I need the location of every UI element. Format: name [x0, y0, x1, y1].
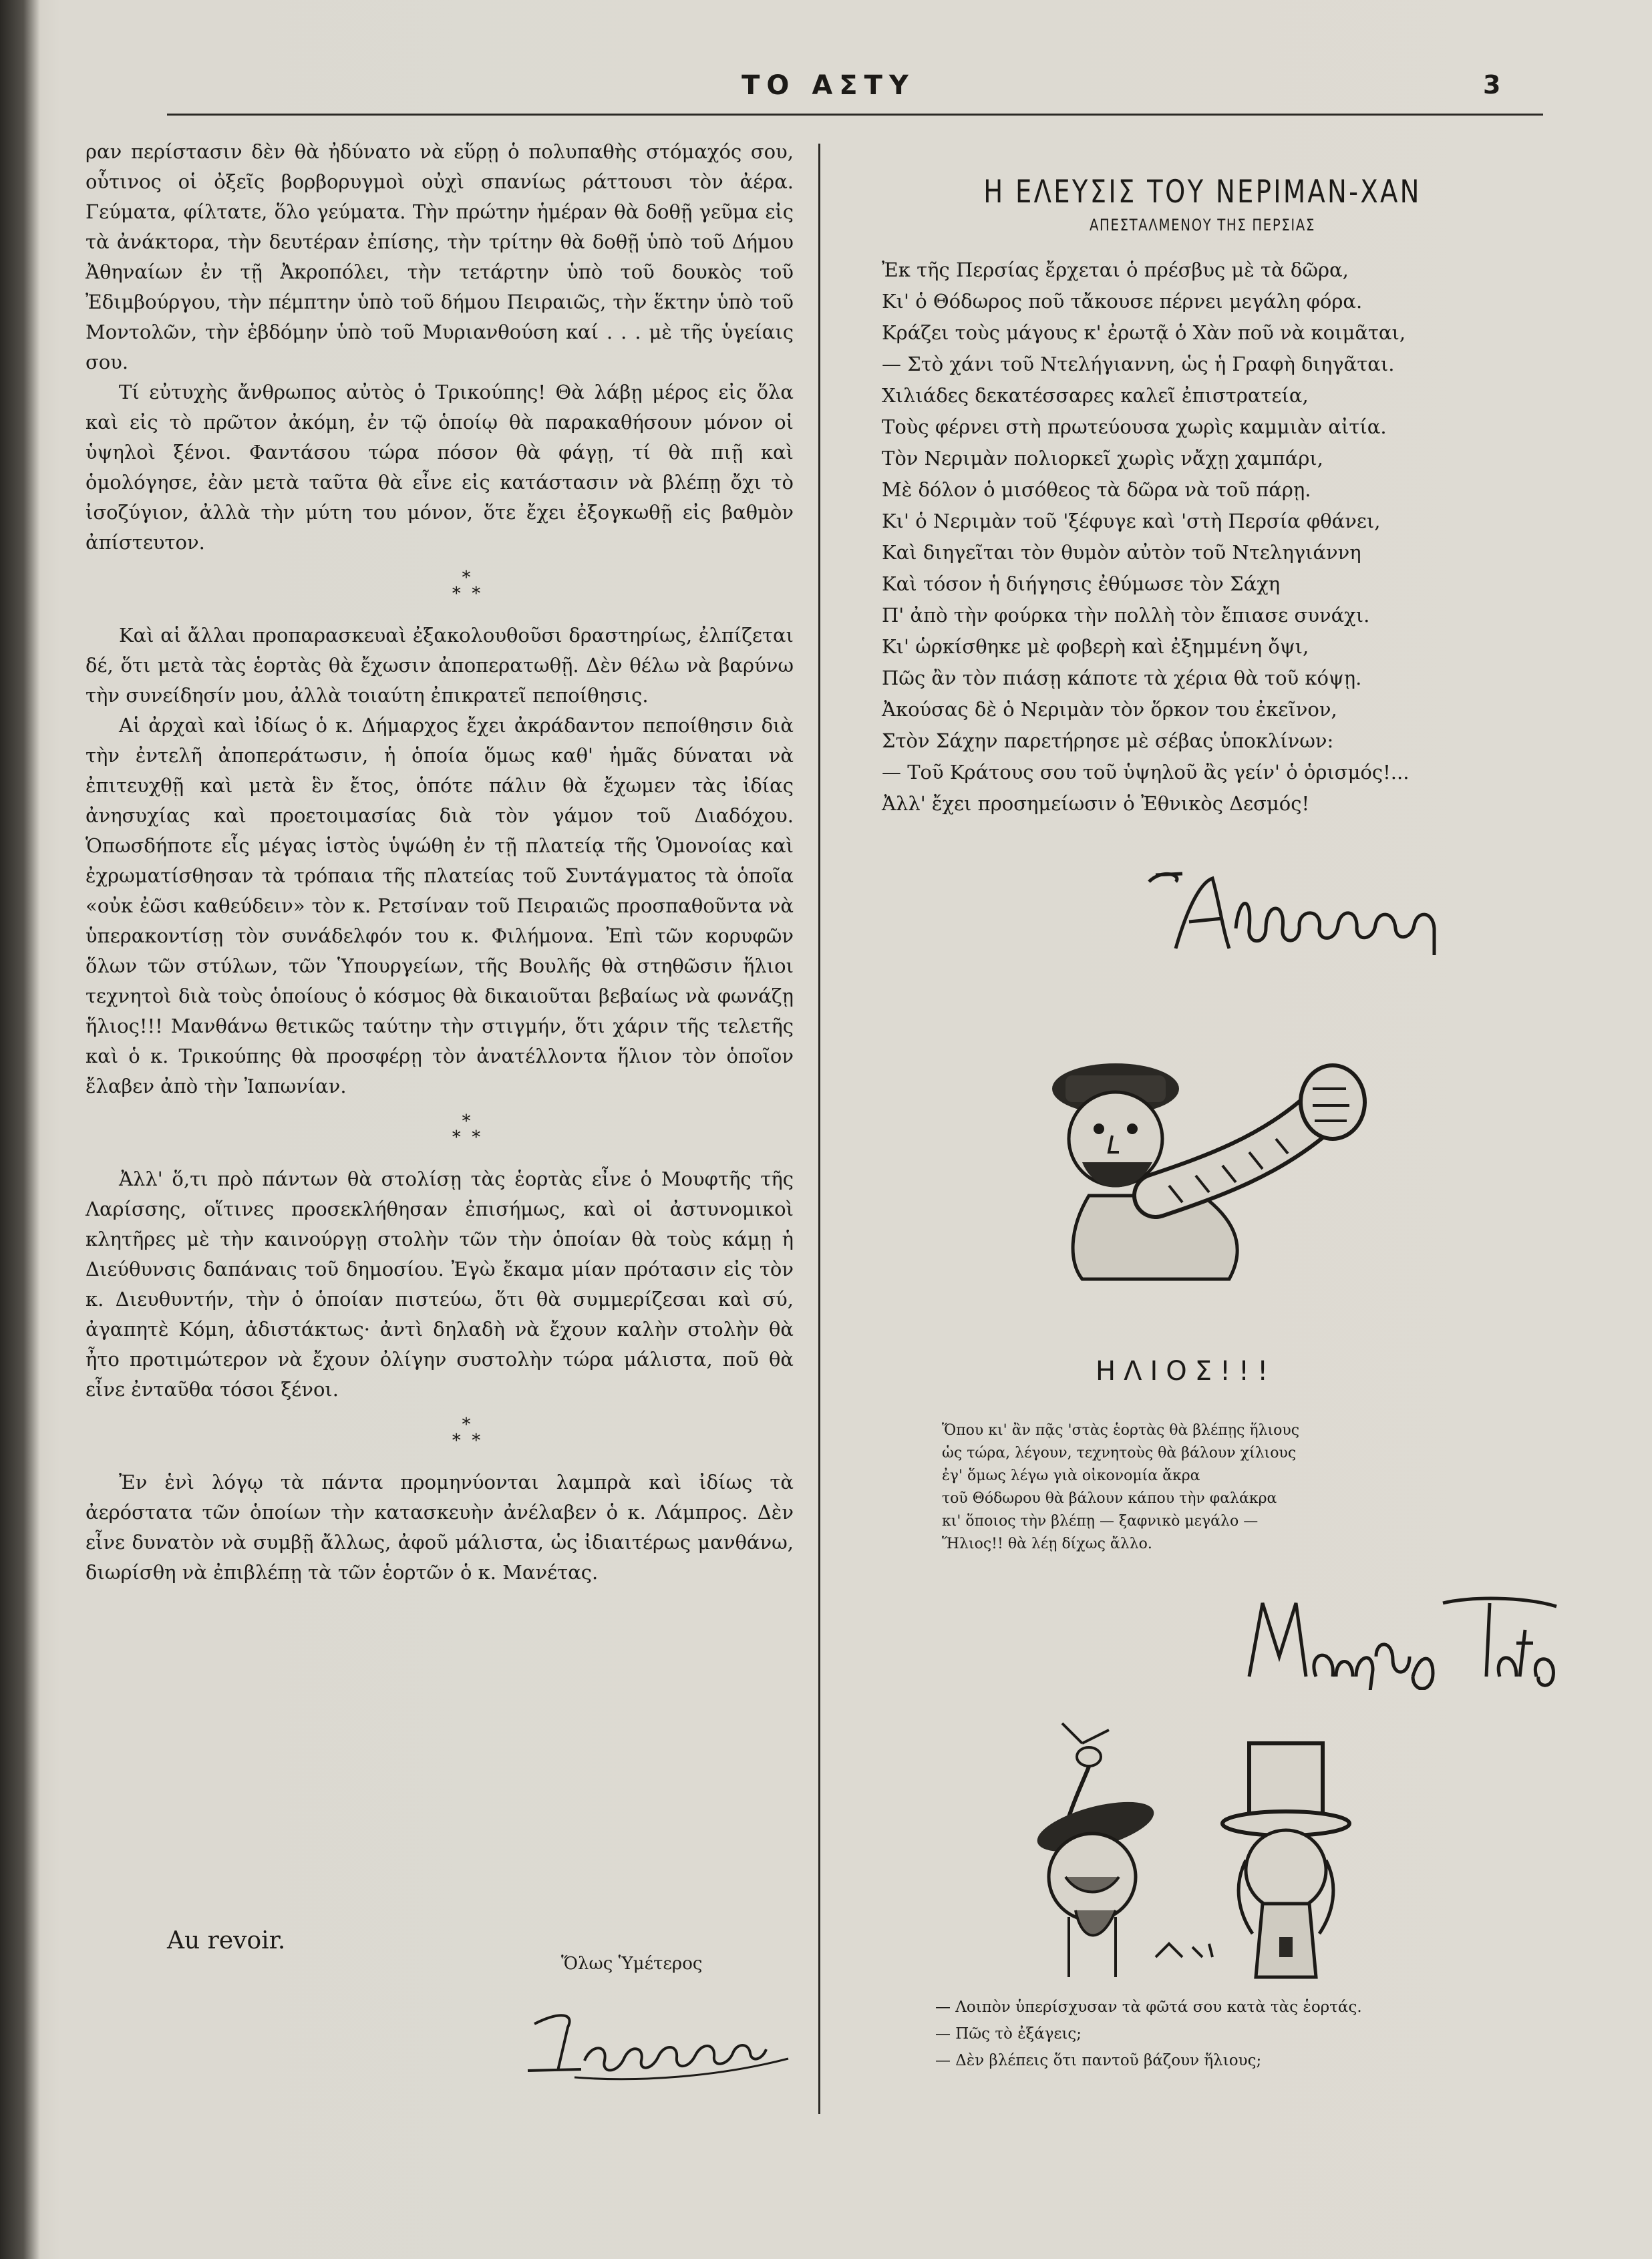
closing-au-revoir: Au revoir.	[167, 1927, 286, 1954]
masthead-title: ΤΟ ΑΣΤΥ	[741, 70, 915, 101]
star: *	[462, 1111, 471, 1132]
star: *	[472, 1431, 481, 1451]
caricature-stork-hat-icon	[1029, 1717, 1376, 1984]
helios-line: ὡς τώρα, λέγουν, τεχνητοὺς θὰ βάλουν χίλιους	[942, 1445, 1297, 1461]
closing-salutation: Ὅλως Ὑμέτερος	[561, 1954, 703, 1974]
helios-line: Ἥλιος!! θὰ λέῃ δίχως ἄλλο.	[942, 1536, 1152, 1552]
helios-line: κι' ὅποιος τὴν βλέπῃ — ξαφνικὸ μεγάλο —	[942, 1513, 1259, 1530]
poem-line: Χιλιάδες δεκατέσσαρες καλεῖ ἐπιστρατεία,	[882, 384, 1309, 407]
poem-line: Ἀκούσας δὲ ὁ Νεριμὰν τὸν ὅρκον του ἐκεῖνον,	[882, 698, 1337, 721]
star: *	[452, 1127, 461, 1148]
separator-stars-3	[86, 1417, 794, 1449]
poem-line: Κράζει τοὺς μάγους κ' ἐρωτᾷ ὁ Χὰν ποῦ νὰ κοιμᾶται,	[882, 321, 1406, 344]
poem-title: Η ΕΛΕΥΣΙΣ ΤΟΥ ΝΕΡΙΜΑΝ-ΧΑΝ	[983, 174, 1422, 210]
page-number: 3	[1483, 70, 1501, 100]
left-column-article	[86, 137, 794, 1588]
signature-mavros-gatos	[1243, 1583, 1563, 1690]
helios-line: ἐγ' ὅμως λέγω γιὰ οἰκονομία ἄκρα	[942, 1467, 1200, 1484]
dialogue-line: — Λοιπὸν ὑπερίσχυσαν τὰ φῶτά σου κατὰ τὰς ἑορτάς.	[935, 1999, 1362, 2016]
header-rule	[167, 114, 1543, 116]
article-paragraph-6: Ἐν ἑνὶ λόγῳ τὰ πάντα προμηνύονται λαμπρὰ καὶ ἰδίως τὰ ἀερόστατα τῶν ὁποίων τὴν κατασκευὴν ἀνέλαβεν ὁ κ. Λάμπρος. Δὲν εἶνε δυνατὸν νὰ συμβῇ ἄλλως, ἀφοῦ μάλιστα, ὡς ἰδιαιτέρως μανθάνω, διωρίσθη νὰ ἐπιβλέπῃ τὰ τῶν ἑορτῶν ὁ κ. Μανέτας.	[86, 1471, 794, 1584]
dialogue-line: — Δὲν βλέπεις ὅτι παντοῦ βάζουν ἥλιους;	[935, 2052, 1262, 2069]
poem-line: Στὸν Σάχην παρετήρησε μὲ σέβας ὑποκλίνων:	[882, 729, 1334, 752]
poem-line: Κι' ὁ Θόδωρος ποῦ τἄκουσε πέρνει μεγάλη φόρα.	[882, 290, 1363, 313]
helios-line: Ὅπου κι' ἂν πᾷς 'στὰς ἑορτὰς θὰ βλέπῃς ἥλιους	[942, 1422, 1300, 1439]
poem-line: Κι' ὁ Νεριμὰν τοῦ 'ξέφυγε καὶ 'στὴ Περσία φθάνει,	[882, 510, 1381, 532]
signature-avvakoum	[1136, 855, 1510, 962]
page-binding-shadow	[0, 0, 40, 2259]
article-paragraph-2: Τί εὐτυχὴς ἄνθρωπος αὐτὸς ὁ Τρικούπης! Θὰ λάβῃ μέρος εἰς ὅλα καὶ εἰς τὸ πρῶτον ἀκόμη, ἐν τῷ ὁποίῳ θὰ παρακαθήσουν μόνον οἱ ὑψηλοὶ ξένοι. Φαντάσου τώρα πόσον θὰ φάγῃ, τί θὰ πιῇ καὶ ὁμολόγησε, ἐὰν μετὰ ταῦτα θὰ εἶνε εἰς κατάστασιν νὰ βλέπῃ ὄχι τὸ ἰσοζύγιον, ἀλλὰ τὴν μύτη του μόνον, ὅτε ἔχει ἐξογκωθῇ εἰς βαθμὸν ἀπίστευτον.	[86, 381, 794, 554]
helios-line: τοῦ Θόδωρου θὰ βάλουν κάπου τὴν φαλάκρα	[942, 1490, 1277, 1507]
column-divider	[818, 144, 820, 2114]
article-paragraph-4: Αἱ ἀρχαὶ καὶ ἰδίως ὁ κ. Δήμαρχος ἔχει ἀκράδαντον πεποίθησιν διὰ τὴν ἐντελῆ ἀποπεράτωσιν, ἡ ὁποία ὅμως καθ' ἡμᾶς δύναται νὰ ἐπιτευχθῇ καὶ μετὰ ἓν ἔτος, ὁπότε πάλιν θὰ ἔχωμεν τὰς ἰδίας ἀνησυχίας καὶ προετοιμασίας διὰ τὸν γάμον τοῦ Διαδόχου. Ὁπωσδήποτε εἷς μέγας ἱστὸς ὑψώθη ἐν τῇ πλατείᾳ τῆς Ὁμονοίας καὶ ἐχρωματίσθησαν τὰ τρόπαια τῆς πλατείας τοῦ Συντάγματος τὰ ὁποῖα «οὐκ ἐῶσι καθεύδειν» τὸν κ. Ρετσίναν τοῦ Πειραιῶς προσπαθοῦντα νὰ ὑπερακοντίσῃ τὸν συνάδελφόν του κ. Φιλήμονα. Ἐπὶ τῶν κορυφῶν ὅλων τῶν στύλων, τῶν Ὑπουργείων, τῆς Βουλῆς θὰ στηθῶσιν ἥλιοι τεχνητοὶ διὰ τοὺς ὁποίους ὁ κόσμος θὰ δικαιοῦται βεβαίως νὰ φωνάζῃ ἥλιος!!! Μανθάνω θετικῶς ταύτην τὴν στιγμήν, ὅτι χάριν τῆς τελετῆς καὶ ὁ κ. Τρικούπης θὰ προσφέρῃ τὸν ἀνατέλλοντα ἥλιον τὸν ὁποῖον ἔλαβεν ἀπὸ τὴν Ἰαπωνίαν.	[86, 714, 794, 1097]
poem-line: — Τοῦ Κράτους σου τοῦ ὑψηλοῦ ἂς γείν' ὁ ὁρισμός!...	[882, 761, 1410, 784]
star: *	[462, 1415, 471, 1435]
right-column	[855, 174, 1550, 820]
poem-line: Πῶς ἂν τὸν πιάσῃ κάποτε τὰ χέρια θὰ τοῦ κόψῃ.	[882, 667, 1362, 689]
poem-line: Κι' ὡρκίσθηκε μὲ φοβερὴ καὶ ἐξημμένη ὄψι,	[882, 635, 1309, 658]
poem-line: Τὸν Νεριμὰν πολιορκεῖ χωρὶς νἄχῃ χαμπάρι,	[882, 447, 1324, 470]
poem-line: Καὶ διηγεῖται τὸν θυμὸν αὐτὸν τοῦ Ντεληγιάννη	[882, 541, 1361, 564]
poem-line: — Στὸ χάνι τοῦ Ντελήγιαννη, ὡς ἡ Γραφὴ διηγᾶται.	[882, 353, 1395, 375]
star: *	[472, 584, 481, 604]
article-paragraph-3: Καὶ αἱ ἄλλαι προπαρασκευαὶ ἐξακολουθοῦσι δραστηρίως, ἐλπίζεται δέ, ὅτι μετὰ τὰς ἑορτὰς θὰ ἔχωσιν ἀποπερατωθῇ. Δὲν θέλω νὰ βαρύνω τὴν συνείδησίν μου, ἀλλὰ τοιαύτη ἐπικρατεῖ πεποίθησις.	[86, 624, 794, 707]
poem-line: Ἐκ τῆς Περσίας ἔρχεται ὁ πρέσβυς μὲ τὰ δῶρα,	[882, 258, 1349, 281]
poem-line: Ἀλλ' ἔχει προσημείωσιν ὁ Ἐθνικὸς Δεσμός!	[882, 792, 1310, 815]
star: *	[472, 1127, 481, 1148]
caricature-fist-icon	[1029, 1042, 1376, 1282]
poem-line: Μὲ δόλον ὁ μισόθεος τὰ δῶρα νὰ τοῦ πάρῃ.	[882, 478, 1311, 501]
poem-line: Π' ἀπὸ τὴν φούρκα τὴν πολλὴ τὸν ἔπιασε συνάχι.	[882, 604, 1370, 627]
caricature-dialogue	[935, 1994, 1362, 2074]
signature-isopanaios	[521, 1997, 802, 2084]
star: *	[452, 1431, 461, 1451]
dialogue-line: — Πῶς τὸ ἐξάγεις;	[935, 2025, 1082, 2043]
star: *	[452, 584, 461, 604]
poem-line: Τοὺς φέρνει στὴ πρωτεύουσα χωρὶς καμμιὰν αἰτία.	[882, 415, 1387, 438]
separator-stars-1	[86, 570, 794, 602]
article-paragraph-5: Ἀλλ' ὅ,τι πρὸ πάντων θὰ στολίσῃ τὰς ἑορτὰς εἶνε ὁ Μουφτῆς τῆς Λαρίσσης, οἵτινες προσεκλήθησαν ἐπισήμως, καὶ οἱ ἀστυνομικοὶ κλητῆρες μὲ τὴν καινούργῃ στολὴν τῶν τὴν ὁποίαν θὰ τοὺς κάμῃ ἡ Διεύθυνσις δαπάναις τοῦ δημοσίου. Ἐγὼ ἔκαμα μίαν πρότασιν εἰς τὸν κ. Διευθυντήν, τὴν ὁ ὁποίαν πιστεύω, ὅτι θὰ συμμερίζεσαι καὶ σύ, ἀγαπητὲ Κόμη, ἀδιστάκτως· ἀντὶ δηλαδὴ νὰ ἔχουν καλὴν στολὴν θὰ ἦτο προτιμώτερον νὰ ἔχουν ὀλίγην συστολὴν τώρα μάλιστα, ποῦ θὰ εἶνε ἐνταῦθα τόσοι ξένοι.	[86, 1168, 794, 1401]
article-paragraph-1: ραν περίστασιν δὲν θὰ ἠδύνατο νὰ εὕρῃ ὁ πολυπαθὴς στόμαχός σου, οὗτινος οἱ ὀξεῖς βορβορυγμοὶ οὐχὶ σπανίως ράττουσι τὸν ἀέρα. Γεύματα, φίλτατε, ὅλο γεύματα. Τὴν πρώτην ἡμέραν θὰ δοθῇ γεῦμα εἰς τὰ ἀνάκτορα, τὴν δευτέραν ἐπίσης, τὴν τρίτην θὰ δοθῇ ὑπὸ τοῦ Δήμου Ἀθηναίων ἐν τῇ Ἀκροπόλει, τὴν τετάρτην ὑπὸ τοῦ δουκὸς τοῦ Ἐδιμβούργου, τὴν πέμπτην ὑπὸ τοῦ δήμου Πειραιῶς, τὴν ἕκτην ὑπὸ τοῦ Μοντολῶν, τὴν ἑβδόμην ὑπὸ τοῦ Μυριανθούση καί . . . μὲ τῆς ὑγείαις σου.	[86, 140, 794, 373]
helios-title: ΗΛΙΟΣ!!!	[1096, 1356, 1277, 1387]
star: *	[462, 568, 471, 588]
poem-subtitle: ΑΠΕΣΤΑΛΜΕΝΟΥ ΤΗΣ ΠΕΡΣΙΑΣ	[1089, 216, 1316, 234]
helios-poem	[942, 1419, 1299, 1556]
separator-stars-2	[86, 1113, 794, 1146]
poem-body	[855, 254, 1550, 820]
poem-line: Καὶ τόσον ἡ διήγησις ἐθύμωσε τὸν Σάχη	[882, 572, 1281, 595]
